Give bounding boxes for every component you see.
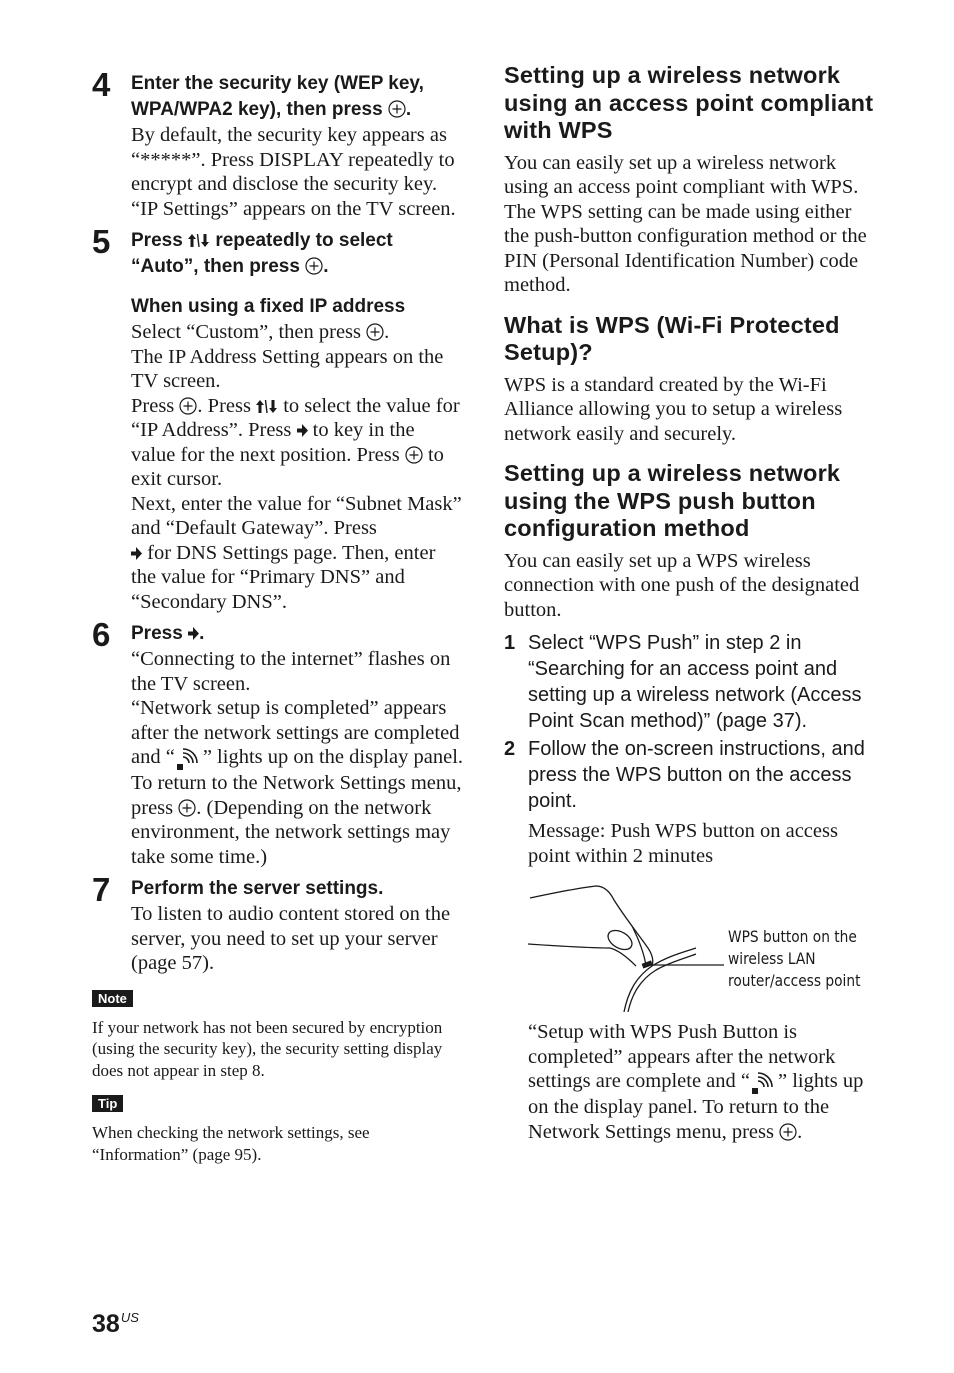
list-item: 2 Follow the on-screen instructions, and press the WPS button on the access point. xyxy=(504,738,865,812)
step-heading: Press repeatedly to select “Auto”, then press . xyxy=(131,230,393,277)
right-column xyxy=(504,62,879,1144)
wps-button-illustration xyxy=(528,882,879,1012)
left-column xyxy=(92,62,464,1165)
tip-text: When checking the network settings, see “Information” (page 95). xyxy=(92,1123,370,1164)
subheading-fixed-ip: When using a fixed IP address xyxy=(131,296,406,317)
paragraph: You can easily set up a WPS wireless connection with one push of the designated button. xyxy=(504,549,860,621)
step-text: To listen to audio content stored on the server, you need to set up your server (page 57). xyxy=(131,903,451,974)
step-number: 4 xyxy=(92,66,111,103)
note-text: If your network has not been secured by encryption (using the security key), the security setting display does not appear in step 8. xyxy=(92,1017,443,1080)
step-heading: Enter the security key (WEP key, WPA/WPA2 key), then press . xyxy=(131,73,424,120)
step-heading: Perform the server settings. xyxy=(131,878,384,899)
figure-caption: WPS button on the wireless LAN router/access point xyxy=(728,927,861,990)
wireless-lan-indicator-icon xyxy=(175,747,203,771)
enter-button-icon xyxy=(388,100,406,118)
right-arrow-icon xyxy=(297,424,308,437)
step-number: 7 xyxy=(92,871,111,908)
list-item: 1 Select “WPS Push” in step 2 in “Searching for an access point and setting up a wireless network (Access Point Scan method)” (page 37). xyxy=(504,632,862,732)
enter-button-icon xyxy=(779,1123,797,1141)
step-number: 6 xyxy=(92,616,111,653)
step-4 xyxy=(92,66,464,221)
section-heading-what-is-wps: What is WPS (Wi-Fi Protected Setup)? xyxy=(504,311,840,365)
up-down-arrow-icon xyxy=(188,234,210,247)
step-text: “Network setup is completed” appears after the network settings are completed and “ ” lights up on the display panel. To return to the Network Settings menu, press . (Depending on the network environment, the network settings may take some time.) xyxy=(131,697,464,868)
hand-pressing-button-illustration xyxy=(528,882,728,1012)
step-7 xyxy=(92,871,464,976)
paragraph: WPS is a standard created by the Wi-Fi Alliance allowing you to setup a wireless network easily and securely. xyxy=(504,373,843,445)
enter-button-icon xyxy=(366,323,384,341)
step-heading: Press . xyxy=(131,623,205,644)
page-number: $38^{US}$ xyxy=(92,1310,139,1338)
step-text: “Connecting to the internet” flashes on the TV screen. xyxy=(131,648,451,695)
tip-label: Tip xyxy=(92,1095,123,1112)
section-heading-wps-access-point: Setting up a wireless network using an access point compliant with WPS xyxy=(504,62,874,143)
step-6 xyxy=(92,616,464,869)
step-text: Select “Custom”, then press . xyxy=(131,321,390,343)
enter-button-icon xyxy=(305,257,323,275)
step-text: Next, enter the value for “Subnet Mask” and “Default Gateway”. Press for DNS Settings page. Then, enter the value for “Primary DNS” and “Secondary DNS”. xyxy=(131,492,462,613)
note-label: Note xyxy=(92,990,133,1007)
paragraph: You can easily set up a wireless network using an access point compliant with WPS. The WPS setting can be made using either the push-button configuration method or the PIN (Personal Identification Number) code method. xyxy=(504,151,867,296)
wps-message: Message: Push WPS button on access point within 2 minutes xyxy=(528,820,838,867)
up-down-arrow-icon xyxy=(256,400,278,413)
section-heading-wps-push-button: Setting up a wireless network using the WPS push button configuration method xyxy=(504,460,841,541)
step-text: “IP Settings” appears on the TV screen. xyxy=(131,197,456,220)
right-arrow-icon xyxy=(131,547,142,560)
enter-button-icon xyxy=(178,799,196,817)
step-text: By default, the security key appears as “*****”. Press DISPLAY repeatedly to encrypt and disclose the security key. xyxy=(131,124,455,195)
enter-button-icon xyxy=(405,446,423,464)
step-number: 5 xyxy=(92,223,111,260)
wireless-lan-indicator-icon xyxy=(750,1071,778,1095)
wps-completion-text: “Setup with WPS Push Button is completed” appears after the network settings are complete and “ ” lights up on the display panel. To return to the Network Settings menu, press . xyxy=(528,1021,864,1143)
step-5 xyxy=(92,223,464,614)
enter-button-icon xyxy=(179,397,197,415)
step-text: The IP Address Setting appears on the TV screen. xyxy=(131,345,444,392)
step-text: Press . Press to select the value for “IP Address”. Press to key in the value for the next position. Press to exit cursor. xyxy=(131,394,460,490)
right-arrow-icon xyxy=(188,627,199,640)
